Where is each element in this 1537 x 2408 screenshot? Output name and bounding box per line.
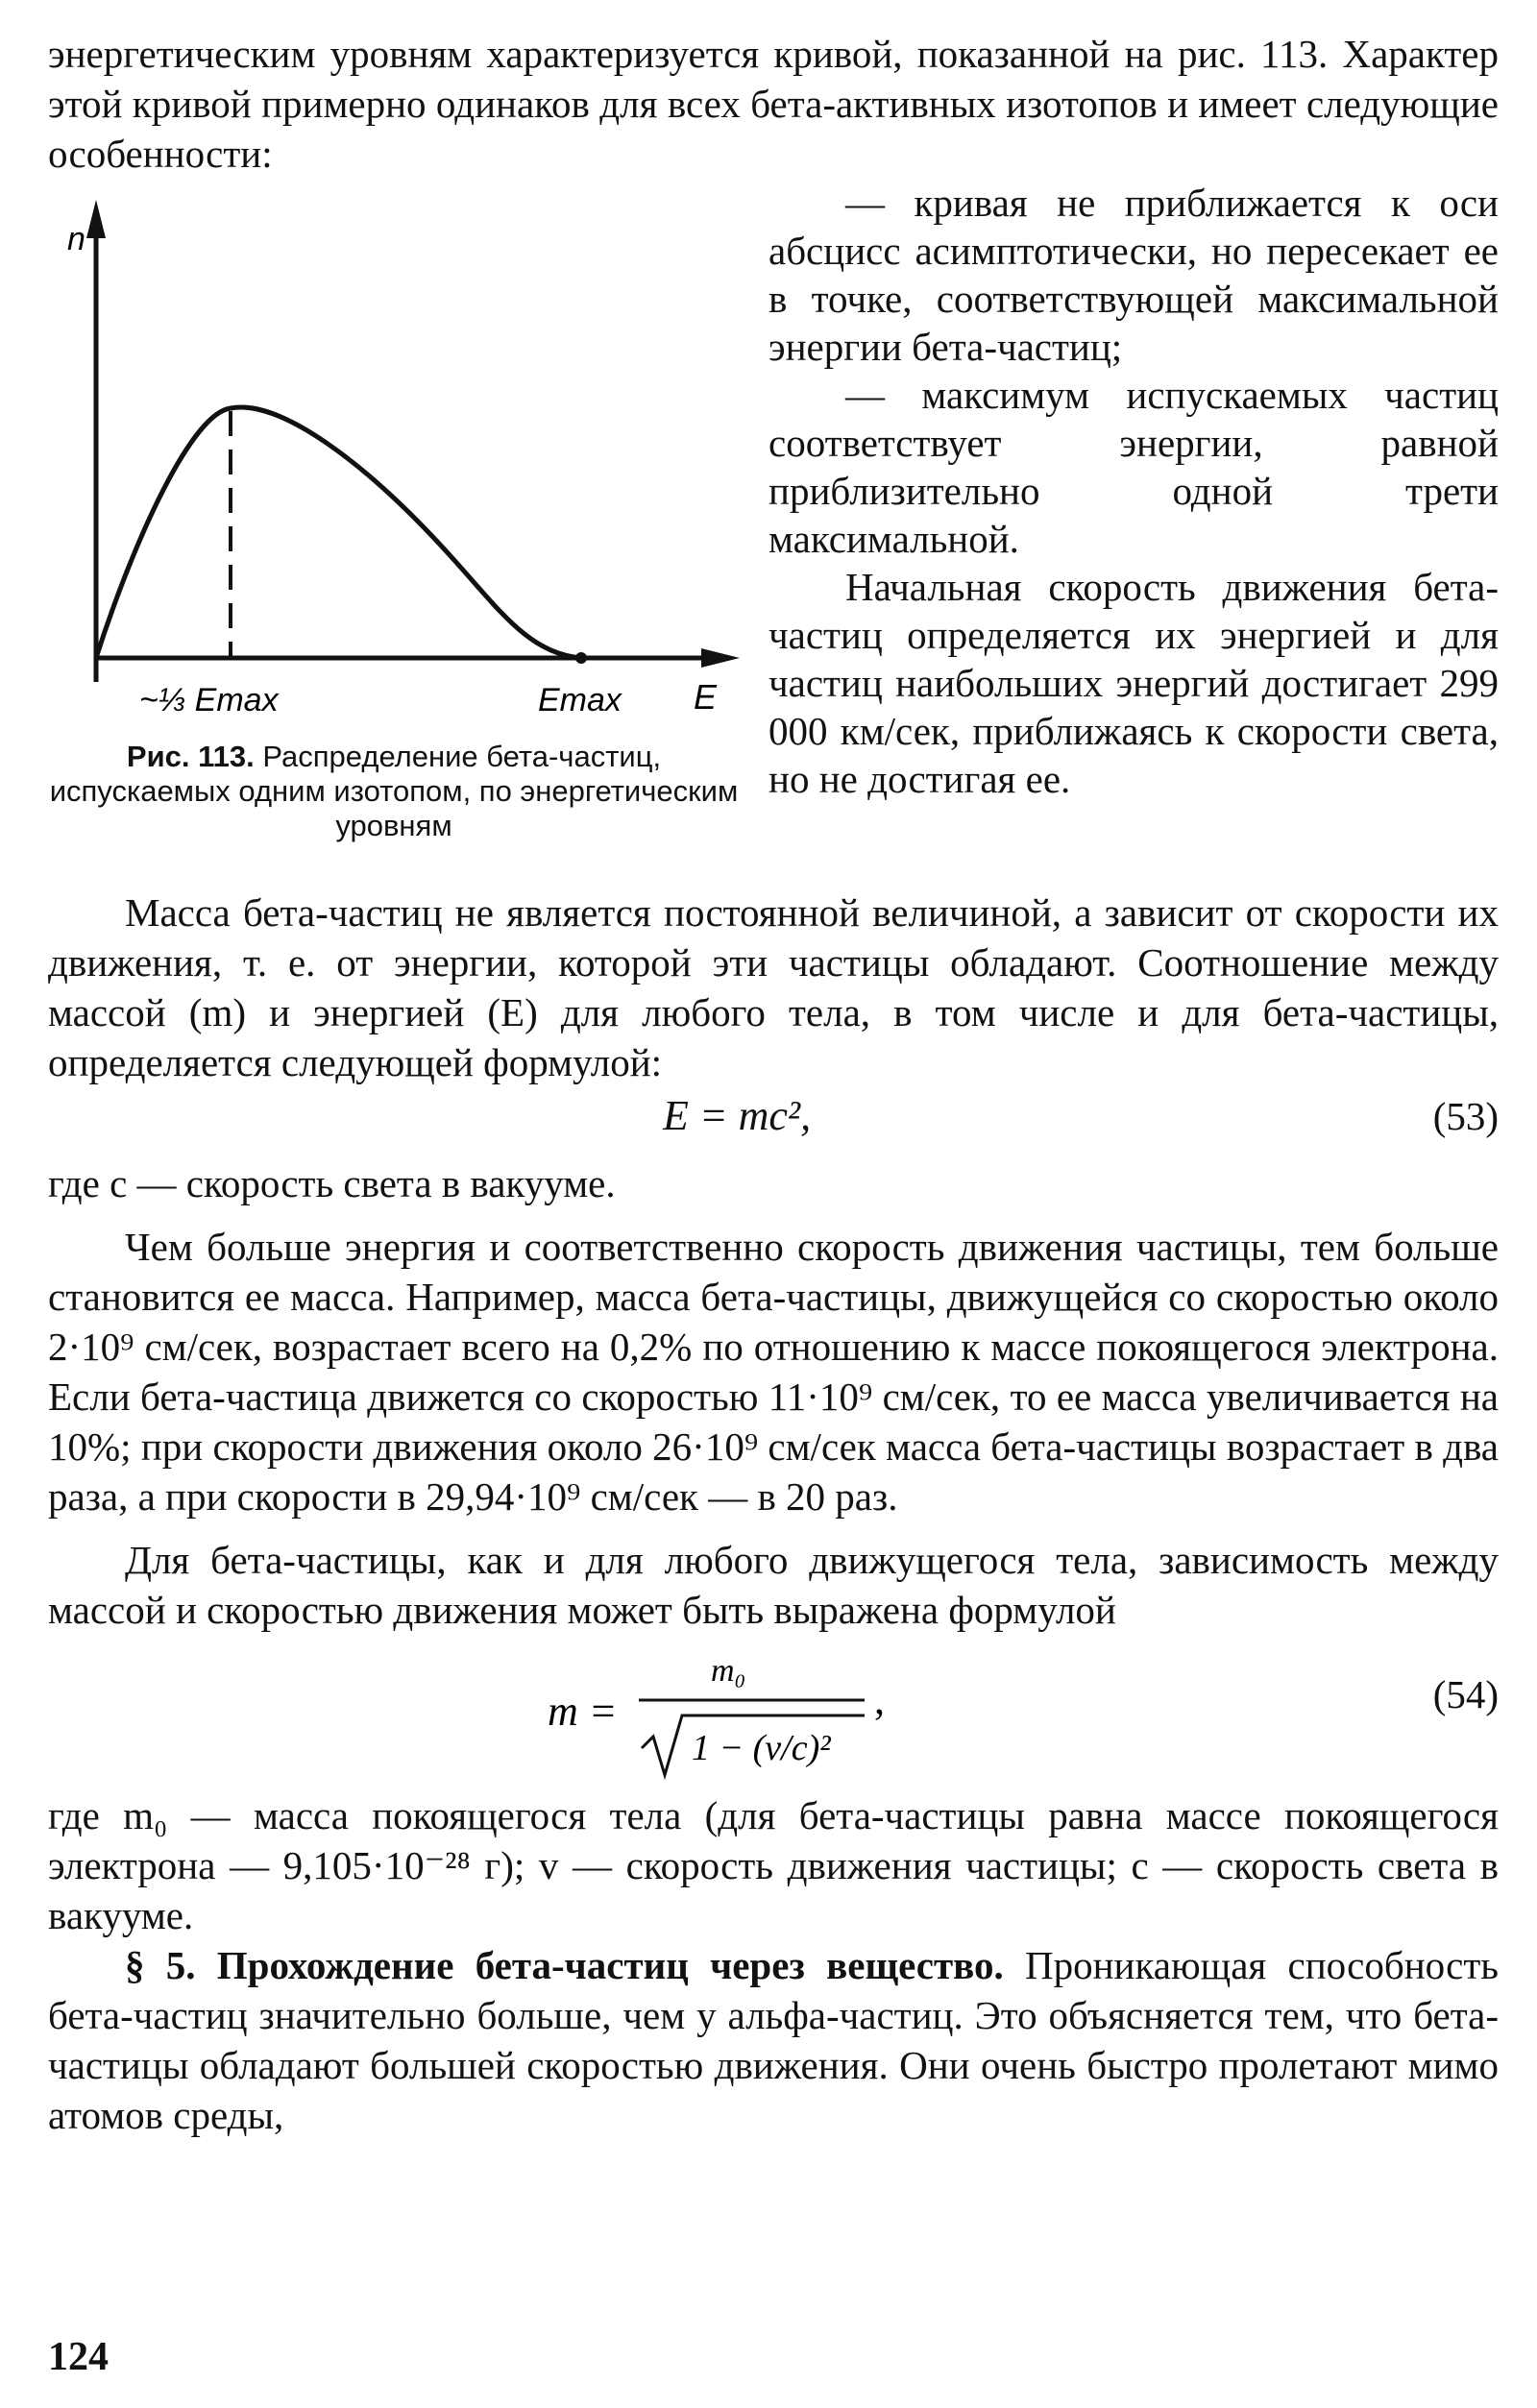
mass-increase-paragraph: Чем больше энергия и соответственно скорость движения частицы, тем больше становится ее масса. Например, масса бета-частицы, движущейся со скоростью около 2·10⁹ см/сек, возрастает всего на 0,2% по отношению к массе покоящегося электрона. Если бета-частица движется со скоростью 11·10⁹ см/сек, то ее масса увеличивается на 10%; при скорости движения около 26·10⁹ см/сек масса бета-частицы возрастает в два раза, а при скорости в 29,94·10⁹ см/сек — в 20 раз. (48, 1225, 1499, 1519)
distribution-curve (96, 407, 581, 658)
formula-54-number: (54) (1432, 1672, 1499, 1716)
tick-label-emax: Emax (538, 682, 622, 718)
feature-item-2: — максимум испускаемых частиц соответствует энергии, равной приблизительно одной трети максимальной. (768, 373, 1499, 561)
section-5-text: Проникающая способность бета-частиц значительно больше, чем у альфа-частиц. Это объясняется тем, что бета-частицы обладают большей скоростью движения. Они очень быстро пролетают мимо атомов среды, (48, 1943, 1499, 2137)
formula-54-lhs: m = (548, 1688, 618, 1735)
where-c-paragraph: где c — скорость света в вакууме. (48, 1161, 616, 1205)
y-axis-label: n (67, 221, 85, 257)
formula-54-denominator: 1 − (v/c)² (692, 1728, 831, 1768)
page (48, 29, 1499, 2140)
emax-point (575, 652, 587, 664)
x-axis-arrow (701, 648, 740, 668)
section-5-paragraph (48, 1940, 1499, 2140)
formula-54-expression (548, 1641, 1086, 1785)
figure-caption (48, 740, 740, 843)
formula-54-comma: , (874, 1676, 885, 1723)
caption-text: Распределение бета-частиц, испускаемых одним изотопом, по энергетическим уровням (49, 740, 739, 842)
formula-intro-paragraph: Для бета-частицы, как и для любого движущегося тела, зависимость между массой и скоростью движения может быть выражена формулой (48, 1538, 1499, 1632)
formula-53-expression: E = mc², (663, 1092, 812, 1139)
figure-113 (48, 182, 749, 874)
x-axis-label: E (694, 677, 718, 717)
page-number: 124 (48, 2335, 109, 2379)
tick-label-third-emax: ~⅓ Emax (139, 682, 279, 718)
where-m0-paragraph: где m₀ — масса покоящегося тела (для бета-частицы равна массе покоящегося электрона — 9,105·10⁻²⁸ г); v — скорость движения частицы; c — скорость света в вакууме. (48, 1793, 1499, 1937)
formula-53-number: (53) (1432, 1094, 1499, 1138)
side-column (768, 179, 1499, 803)
mass-energy-paragraph: Масса бета-частиц не является постоянной величиной, а зависит от скорости их движения, т. е. от энергии, которой эти частицы обладают. Соотношение между массой (m) и энергией (E) для любого тела, в том числе и для бета-частицы, определяется следующей формулой: (48, 890, 1499, 1084)
velocity-paragraph: Начальная скорость движения бета-частиц определяется их энергией и для частиц наибольших энергий достигает 299 000 км/сек, приближаясь к скорости света, но не достигая ее. (768, 565, 1499, 801)
feature-item-1: — кривая не приближается к оси абсцисс асимптотически, но пересекает ее в точке, соответствующей максимальной энергии бета-частиц; (768, 181, 1499, 369)
section-5-title: § 5. Прохождение бета-частиц через вещество. (125, 1943, 1004, 1987)
energy-distribution-chart (48, 182, 749, 720)
formula-54 (48, 1641, 1499, 1785)
caption-title: Рис. 113. (126, 740, 255, 773)
formula-53 (48, 1091, 1499, 1149)
formula-54-numerator: m₀ (711, 1653, 746, 1689)
top-block (48, 29, 1499, 874)
y-axis-arrow (86, 200, 106, 238)
lead-paragraph: энергетическим уровням характеризуется кривой, показанной на рис. 113. Характер этой кривой примерно одинаков для всех бета-активных изотопов и имеет следующие особенности: (48, 32, 1499, 176)
